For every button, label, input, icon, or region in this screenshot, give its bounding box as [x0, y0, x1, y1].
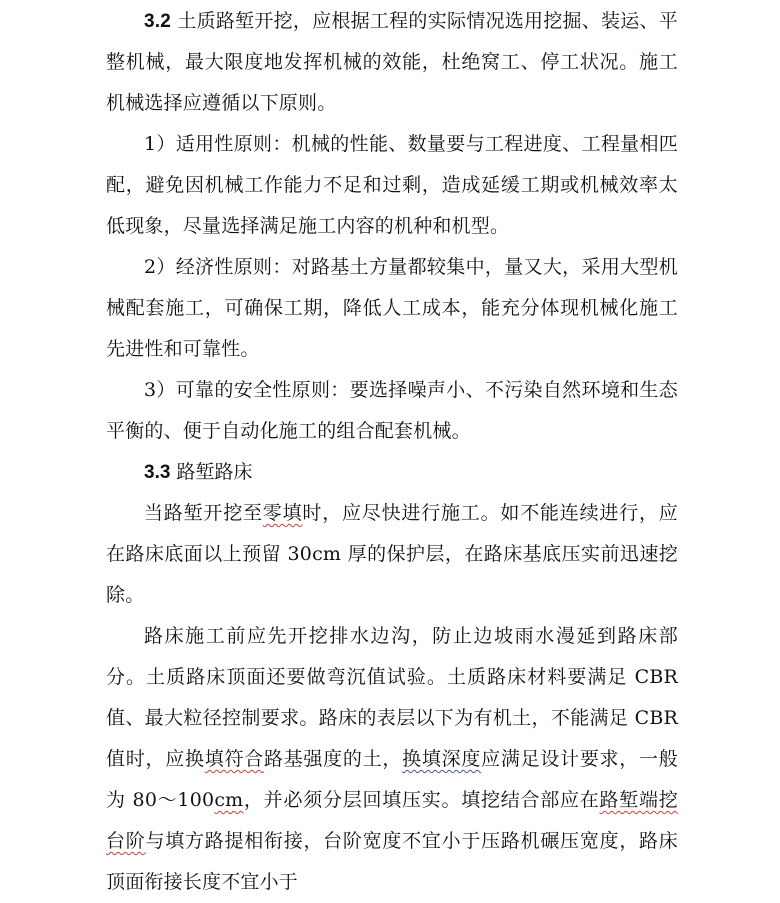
section-number: 3.2 — [144, 11, 172, 32]
text-run: 路床施工前应先开挖排水边沟，防止边坡雨水漫延到路床部分。土质路床顶面还要做弯沉值试验。土质路床材料要满足 CBR 值、最大粒径控制要求。路床的表层以下为有机土，不能满足 CBR 值时，应换 — [106, 625, 678, 770]
spellcheck-marked-text: 路堑端挖台阶 — [106, 789, 678, 852]
text-run: 路基强度的土， — [263, 748, 403, 770]
section-title: 路堑路床 — [176, 461, 253, 483]
grammar-marked-text: 换填深度 — [402, 748, 482, 770]
document-page — [106, 0, 678, 903]
paragraph-subgrade-construction — [106, 616, 678, 903]
text-run: ，并必须分层回填压实。填挖结合部应在 — [243, 789, 600, 811]
paragraph-zero-fill — [106, 493, 678, 616]
text-run: 与填方路提相衔接，台阶宽度不宜小于压路机碾压宽度，路床顶面衔接长度不宜小于 — [106, 830, 679, 893]
principle-2: 2）经济性原则：对路基土方量都较集中，量又大，采用大型机械配套施工，可确保工期，降低人工成本，能充分体现机械化施工先进性和可靠性。 — [106, 256, 678, 360]
spellcheck-marked-text: cm — [214, 789, 244, 811]
spellcheck-marked-text: 零填 — [262, 502, 303, 524]
text-run: 时，应尽快进行施工。如不能连续进行，应在路床底面以上预留 30cm 厚的保护层，在路床基底压实前迅速挖除。 — [106, 502, 678, 606]
text-run: 应满足设计要求，一般为 80～100 — [106, 748, 678, 811]
text-run: 当路堑开挖至 — [144, 502, 263, 524]
section-3-2-paragraph — [106, 1, 678, 124]
spellcheck-marked-text: 填符合 — [204, 748, 264, 770]
section-number: 3.3 — [144, 462, 171, 483]
principle-1: 1）适用性原则：机械的性能、数量要与工程进度、工程量相匹配，避免因机械工作能力不足和过剩，造成延缓工期或机械效率太低现象，尽量选择满足施工内容的机种和机型。 — [106, 133, 678, 237]
section-3-2-text: 土质路堑开挖，应根据工程的实际情况选用挖掘、装运、平整机械，最大限度地发挥机械的效能，杜绝窝工、停工状况。施工机械选择应遵循以下原则。 — [106, 10, 679, 114]
principle-3: 3）可靠的安全性原则：要选择噪声小、不污染自然环境和生态平衡的、便于自动化施工的组合配套机械。 — [106, 379, 678, 442]
section-3-3-heading — [106, 452, 678, 493]
